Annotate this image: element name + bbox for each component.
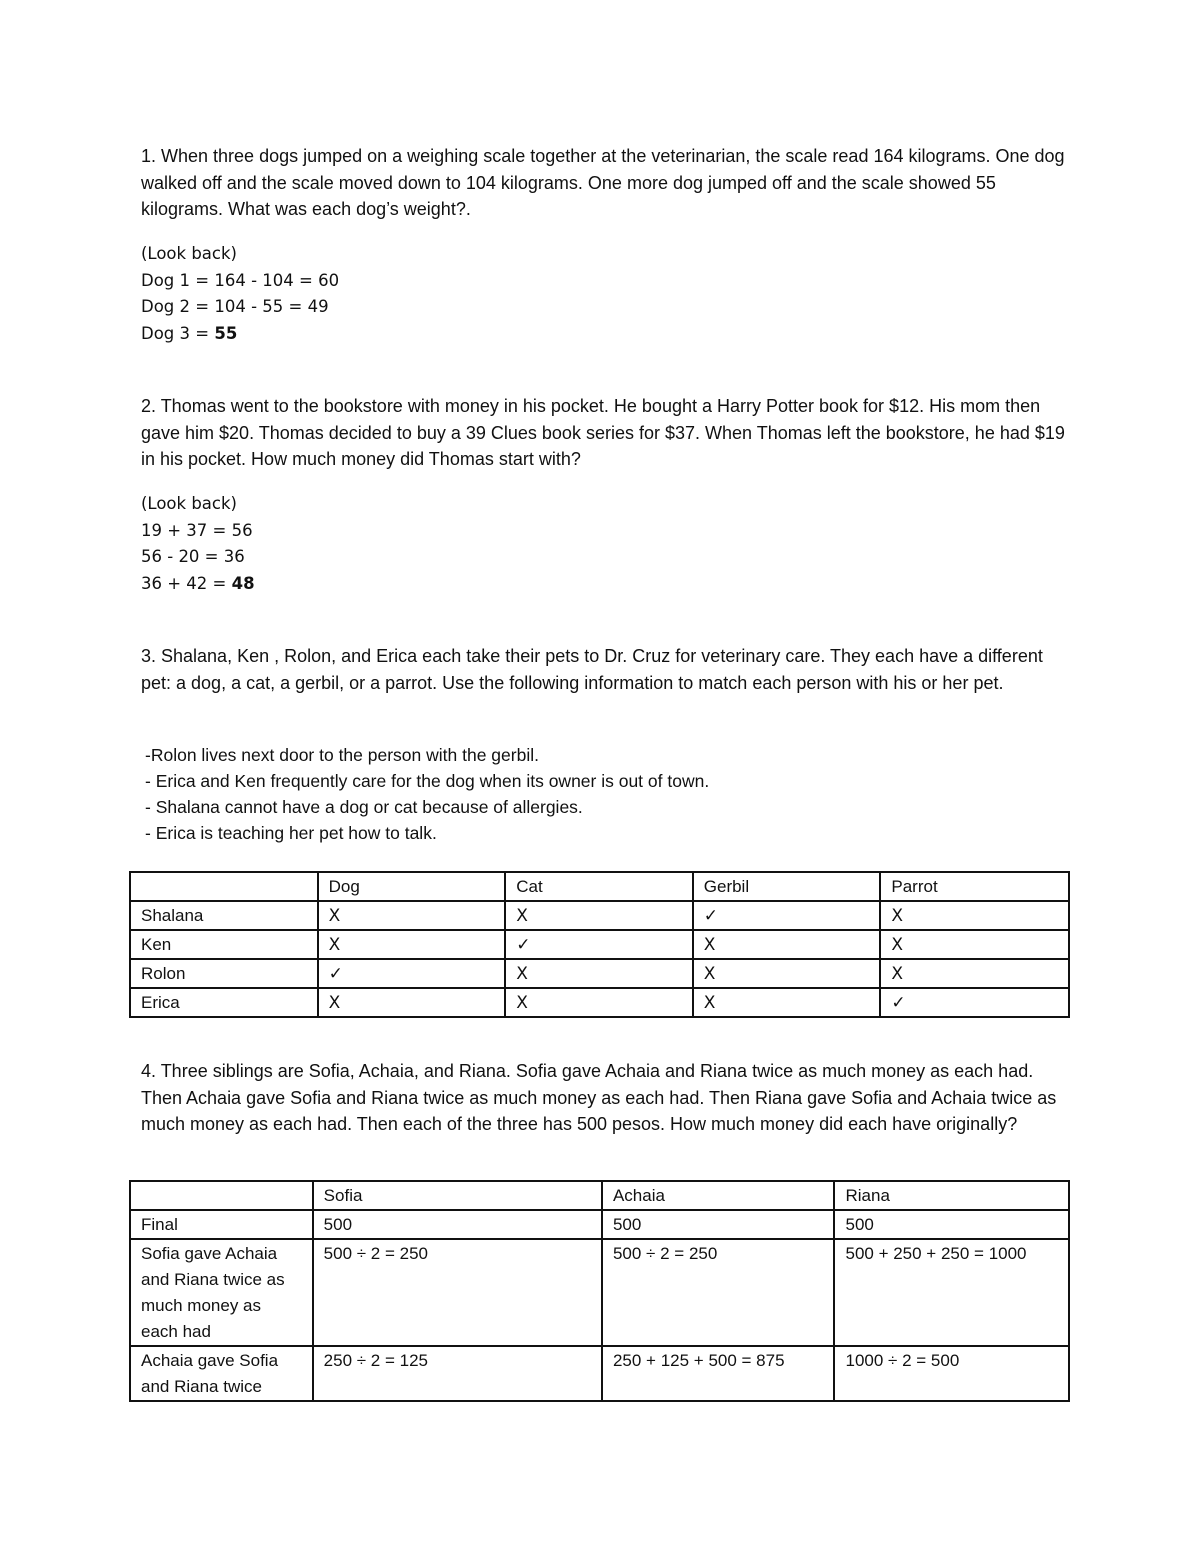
clue-line: - Erica and Ken frequently care for the dog when its owner is out of town. xyxy=(145,771,710,791)
table-row xyxy=(130,988,1069,1017)
table-header-cell: Dog xyxy=(318,872,506,901)
clue-line: -Rolon lives next door to the person with the gerbil. xyxy=(145,745,539,765)
table-header-row xyxy=(130,1181,1069,1210)
question-2 xyxy=(141,393,1071,473)
table-cell: 1000 ÷ 2 = 500 xyxy=(834,1346,1069,1401)
table-cell: 500 xyxy=(602,1210,835,1239)
table-cell: 500 ÷ 2 = 250 xyxy=(602,1239,835,1346)
table-header-cell xyxy=(130,872,318,901)
pets-logic-table xyxy=(129,871,1070,1018)
question-1 xyxy=(141,143,1071,223)
row-label: Rolon xyxy=(130,959,318,988)
table-cell: X xyxy=(880,930,1069,959)
table-row xyxy=(130,901,1069,930)
table-cell: X xyxy=(318,901,506,930)
table-row xyxy=(130,930,1069,959)
work-line-text: Dog 3 = xyxy=(141,323,215,343)
row-label: Sofia gave Achaia and Riana twice as much money as each had xyxy=(130,1239,313,1346)
row-label: Achaia gave Sofia and Riana twice xyxy=(130,1346,313,1401)
look-back-label: (Look back) xyxy=(141,244,237,263)
table-header-cell xyxy=(130,1181,313,1210)
table-row xyxy=(130,1239,1069,1346)
table-cell: 500 xyxy=(313,1210,602,1239)
work-line: 19 + 37 = 56 xyxy=(141,520,253,540)
work-line-text: 36 + 42 = xyxy=(141,573,232,593)
table-header-row xyxy=(130,872,1069,901)
question-2-text: 2. Thomas went to the bookstore with money in his pocket. He bought a Harry Potter book for $12. His mom then gave him $20. Thomas decided to buy a 39 Clues book series for $37. When Thomas left the bookstore, he had $19 in his pocket. How much money did Thomas start with? xyxy=(141,396,1065,469)
question-4 xyxy=(141,1058,1071,1138)
question-2-work xyxy=(141,491,1071,597)
row-label: Final xyxy=(130,1210,313,1239)
table-header-cell: Gerbil xyxy=(693,872,881,901)
table-header-cell: Riana xyxy=(834,1181,1069,1210)
table-cell: X xyxy=(318,930,506,959)
table-header-cell: Cat xyxy=(505,872,693,901)
table-cell: ✓ xyxy=(505,930,693,959)
row-label: Erica xyxy=(130,988,318,1017)
table-row xyxy=(130,1210,1069,1239)
table-cell: X xyxy=(693,959,881,988)
table-cell: X xyxy=(505,959,693,988)
table-header-cell: Parrot xyxy=(880,872,1069,901)
question-4-text: 4. Three siblings are Sofia, Achaia, and Riana. Sofia gave Achaia and Riana twice as much money as each had. Then Achaia gave Sofia and Riana twice as much money as each had. Then Riana gave Sofia and Achaia twice as much money as each had. Then each of the three has 500 pesos. How much money did each have originally? xyxy=(141,1061,1057,1134)
clue-line: - Shalana cannot have a dog or cat because of allergies. xyxy=(145,797,583,817)
clue-line: - Erica is teaching her pet how to talk. xyxy=(145,823,437,843)
table-row xyxy=(130,1346,1069,1401)
table-cell: X xyxy=(505,988,693,1017)
table-cell: X xyxy=(318,988,506,1017)
table-cell: 500 ÷ 2 = 250 xyxy=(313,1239,602,1346)
work-line: Dog 1 = 164 - 104 = 60 xyxy=(141,270,340,290)
answer-value: 55 xyxy=(214,323,238,343)
question-1-text: 1. When three dogs jumped on a weighing scale together at the veterinarian, the scale read 164 kilograms. One dog walked off and the scale moved down to 104 kilograms. One more dog jumped off and the scale showed 55 kilograms. What was each dog’s weight?. xyxy=(141,146,1065,219)
work-line xyxy=(141,571,1071,598)
table-cell: X xyxy=(693,930,881,959)
question-3 xyxy=(141,643,1071,696)
table-cell: X xyxy=(880,959,1069,988)
table-cell: 250 ÷ 2 = 125 xyxy=(313,1346,602,1401)
question-3-text: 3. Shalana, Ken , Rolon, and Erica each take their pets to Dr. Cruz for veterinary care. They each have a different pet: a dog, a cat, a gerbil, or a parrot. Use the following information to match each person with his or her pet. xyxy=(141,646,1043,693)
money-table xyxy=(129,1180,1070,1402)
question-1-work xyxy=(141,241,1071,347)
table-cell: 500 + 250 + 250 = 1000 xyxy=(834,1239,1069,1346)
work-line xyxy=(141,321,1071,348)
table-cell: ✓ xyxy=(318,959,506,988)
question-3-clues xyxy=(145,742,1075,846)
table-cell: 250 + 125 + 500 = 875 xyxy=(602,1346,835,1401)
table-row xyxy=(130,959,1069,988)
table-cell: X xyxy=(693,988,881,1017)
table-cell: ✓ xyxy=(880,988,1069,1017)
table-cell: 500 xyxy=(834,1210,1069,1239)
work-line: Dog 2 = 104 - 55 = 49 xyxy=(141,297,329,316)
table-header-cell: Achaia xyxy=(602,1181,835,1210)
table-cell: X xyxy=(505,901,693,930)
row-label: Shalana xyxy=(130,901,318,930)
work-line: 56 - 20 = 36 xyxy=(141,547,245,566)
table-header-cell: Sofia xyxy=(313,1181,602,1210)
answer-value: 48 xyxy=(231,573,255,593)
table-cell: ✓ xyxy=(693,901,881,930)
row-label: Ken xyxy=(130,930,318,959)
table-cell: X xyxy=(880,901,1069,930)
look-back-label: (Look back) xyxy=(141,494,237,513)
